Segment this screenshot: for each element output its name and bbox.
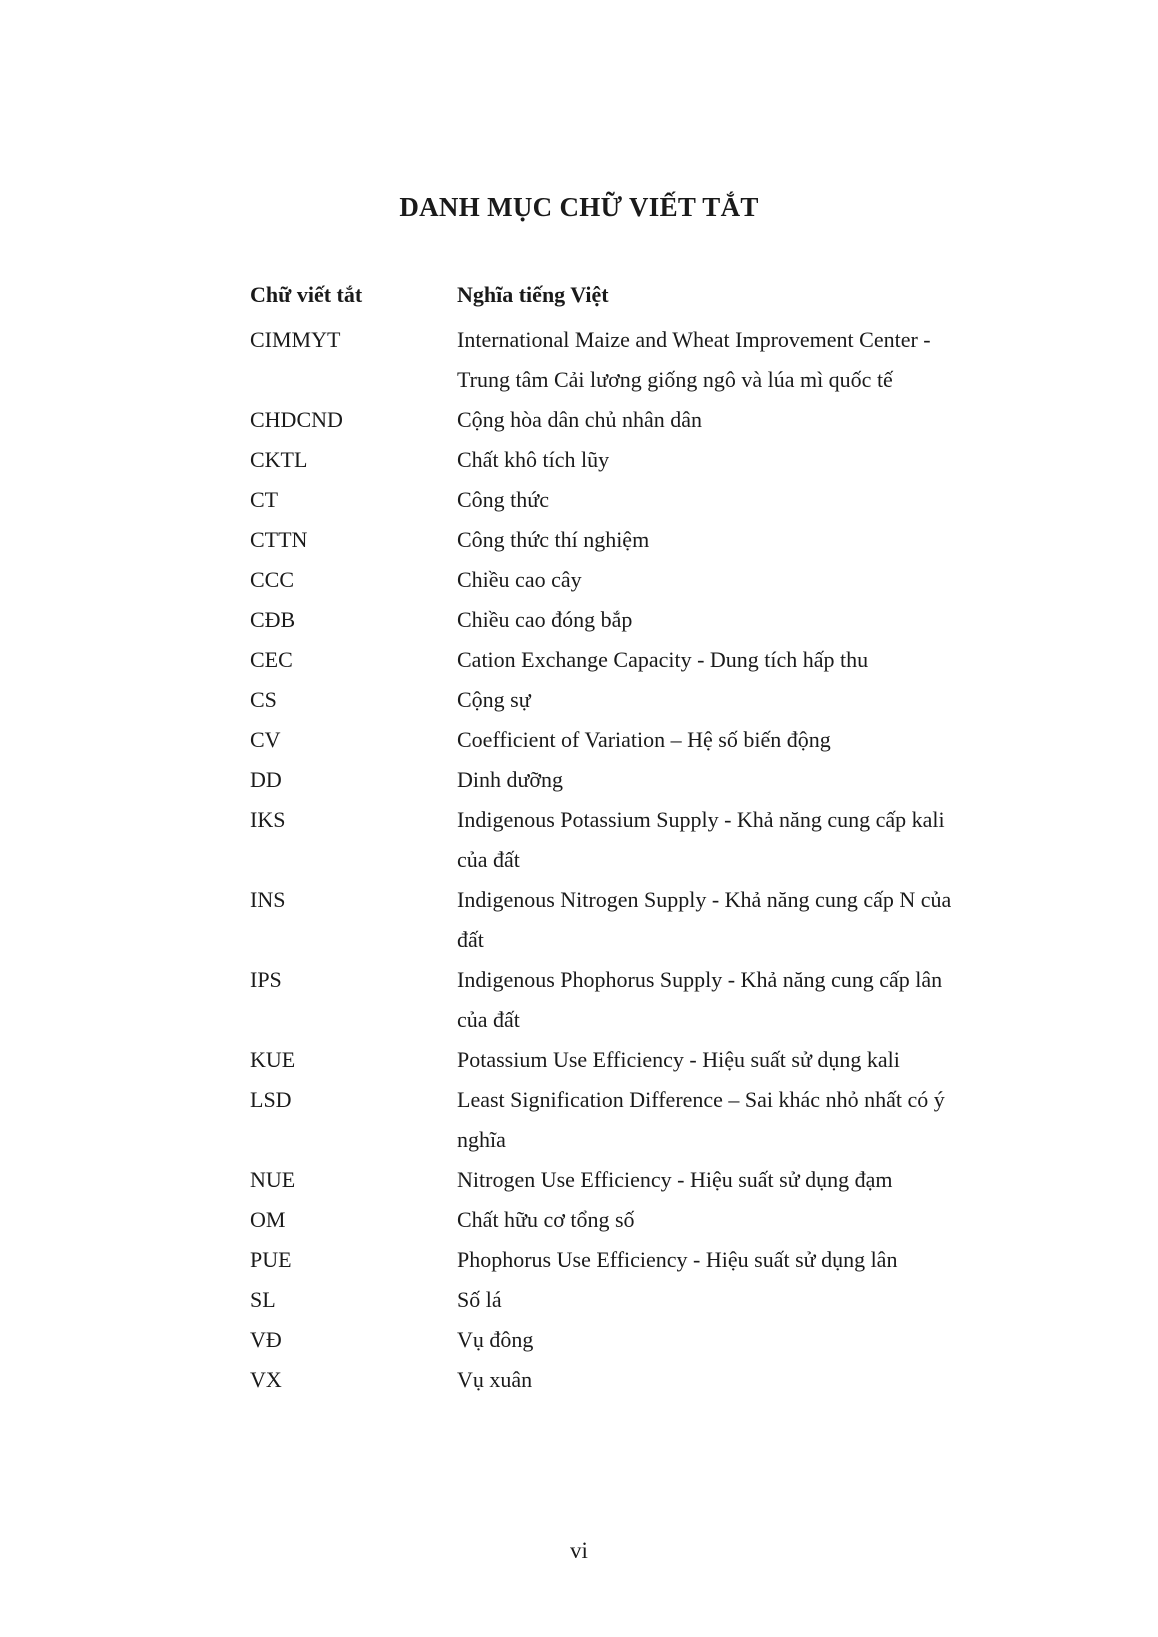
table-row (250, 560, 970, 600)
abbreviation-cell: CS (250, 687, 277, 712)
abbreviation-cell: CĐB (250, 607, 296, 632)
table-row (250, 760, 970, 800)
abbreviation-cell: CTTN (250, 527, 308, 552)
meaning-cell: Cation Exchange Capacity - Dung tích hấp thu (457, 647, 869, 672)
table-row (250, 600, 970, 640)
header-meaning: Nghĩa tiếng Việt (457, 282, 609, 307)
meaning-cell: Vụ đông (457, 1327, 534, 1352)
meaning-cell: Least Signification Difference – Sai khác nhỏ nhất có ý nghĩa (457, 1087, 945, 1152)
table-row (250, 1280, 970, 1320)
meaning-cell: Coefficient of Variation – Hệ số biến động (457, 727, 831, 752)
meaning-cell: Vụ xuân (457, 1367, 533, 1392)
meaning-cell: Cộng hòa dân chủ nhân dân (457, 407, 702, 432)
meaning-cell: Công thức thí nghiệm (457, 527, 650, 552)
table-row (250, 1080, 970, 1160)
meaning-cell: Chất hữu cơ tổng số (457, 1207, 635, 1232)
table-row (250, 400, 970, 440)
meaning-cell: International Maize and Wheat Improvement Center - Trung tâm Cải lương giống ngô và lúa mì quốc tế (457, 327, 931, 392)
table-row (250, 1360, 970, 1400)
abbreviation-cell: CIMMYT (250, 327, 341, 352)
table-body (250, 320, 970, 1400)
abbreviation-cell: CV (250, 727, 281, 752)
abbreviation-cell: OM (250, 1207, 286, 1232)
abbreviation-cell: CHDCND (250, 407, 343, 432)
abbreviation-cell: IKS (250, 807, 286, 832)
abbreviation-cell: PUE (250, 1247, 292, 1272)
table-row (250, 520, 970, 560)
abbreviation-table (250, 270, 970, 1400)
meaning-cell: Indigenous Nitrogen Supply - Khả năng cung cấp N của đất (457, 887, 952, 952)
table-row (250, 1240, 970, 1280)
page-number: vi (570, 1538, 588, 1563)
meaning-cell: Công thức (457, 487, 549, 512)
meaning-cell: Chiều cao đóng bắp (457, 607, 633, 632)
meaning-cell: Dinh dưỡng (457, 767, 564, 792)
table-row (250, 1040, 970, 1080)
abbreviation-cell: LSD (250, 1087, 292, 1112)
abbreviation-cell: DD (250, 767, 282, 792)
table-row (250, 440, 970, 480)
meaning-cell: Cộng sự (457, 687, 531, 712)
table-row (250, 480, 970, 520)
page-title: DANH MỤC CHỮ VIẾT TẮT (399, 192, 759, 222)
table-row (250, 960, 970, 1040)
abbreviation-cell: VĐ (250, 1327, 282, 1352)
abbreviation-cell: CT (250, 487, 279, 512)
meaning-cell: Chiều cao cây (457, 567, 582, 592)
table-row (250, 1200, 970, 1240)
table-row (250, 880, 970, 960)
abbreviation-cell: INS (250, 887, 286, 912)
table-row (250, 720, 970, 760)
abbreviation-cell: NUE (250, 1167, 296, 1192)
table-row (250, 320, 970, 400)
abbreviation-cell: CEC (250, 647, 293, 672)
meaning-cell: Indigenous Phophorus Supply - Khả năng cung cấp lân của đất (457, 967, 943, 1032)
table-row (250, 1160, 970, 1200)
abbreviation-cell: CKTL (250, 447, 308, 472)
table-header (250, 270, 970, 320)
meaning-cell: Số lá (457, 1287, 502, 1312)
abbreviation-cell: KUE (250, 1047, 296, 1072)
abbreviation-cell: CCC (250, 567, 295, 592)
table-row (250, 800, 970, 880)
meaning-cell: Potassium Use Efficiency - Hiệu suất sử dụng kali (457, 1047, 900, 1072)
table-row (250, 640, 970, 680)
table-row (250, 680, 970, 720)
meaning-cell: Indigenous Potassium Supply - Khả năng cung cấp kali của đất (457, 807, 945, 872)
meaning-cell: Chất khô tích lũy (457, 447, 610, 472)
meaning-cell: Phophorus Use Efficiency - Hiệu suất sử dụng lân (457, 1247, 898, 1272)
abbreviation-cell: SL (250, 1287, 276, 1312)
abbreviation-cell: VX (250, 1367, 282, 1392)
abbreviation-cell: IPS (250, 967, 282, 992)
header-abbreviation: Chữ viết tắt (250, 282, 363, 307)
table-row (250, 1320, 970, 1360)
meaning-cell: Nitrogen Use Efficiency - Hiệu suất sử dụng đạm (457, 1167, 893, 1192)
